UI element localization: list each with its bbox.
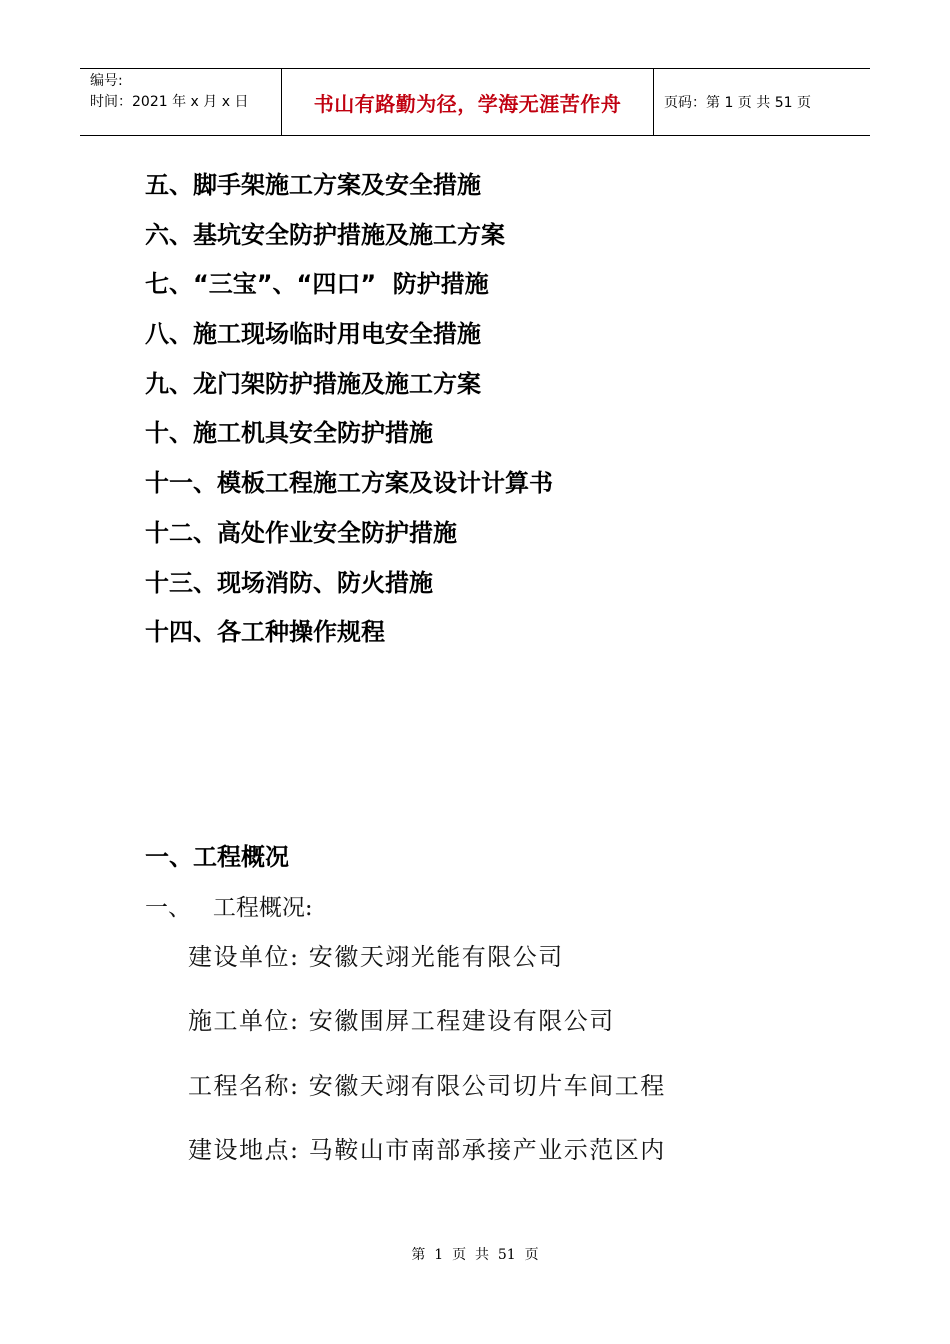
section-subheading: 一、 工程概况: xyxy=(145,895,313,921)
toc-item: 十、施工机具安全防护措施 xyxy=(145,419,433,448)
info-row-project-name: 工程名称: 安徽天翊有限公司切片车间工程 xyxy=(188,1072,666,1100)
page-footer: 第 1 页 共 51 页 xyxy=(411,1247,539,1263)
toc-item: 十三、现场消防、防火措施 xyxy=(145,568,433,597)
toc-item: 六、基坑安全防护措施及施工方案 xyxy=(145,220,505,249)
date-label: 时间：2021 年 x 月 x 日 xyxy=(90,94,249,110)
info-row-contractor: 施工单位: 安徽围屏工程建设有限公司 xyxy=(188,1007,615,1035)
toc-item: 十二、高处作业安全防护措施 xyxy=(145,518,457,547)
header-meta-cell xyxy=(80,69,282,135)
page-header xyxy=(80,68,870,136)
toc-item: 十四、各工种操作规程 xyxy=(145,618,385,647)
header-page-info: 页码：第 1 页 共 51 页 xyxy=(664,95,811,111)
header-motto: 书山有路勤为径，学海无涯苦作舟 xyxy=(313,91,622,116)
table-of-contents xyxy=(145,165,553,662)
header-motto-cell xyxy=(282,69,654,135)
toc-item: 七、“三宝”、“四口” 防护措施 xyxy=(145,270,489,299)
serial-number-label: 编号: xyxy=(90,73,123,89)
info-row-location: 建设地点: 马鞍山市南部承接产业示范区内 xyxy=(188,1136,666,1164)
toc-item: 十一、模板工程施工方案及设计计算书 xyxy=(145,469,553,498)
header-page-cell xyxy=(654,69,870,135)
section-heading: 一、工程概况 xyxy=(145,843,289,871)
toc-item: 八、施工现场临时用电安全措施 xyxy=(145,320,481,349)
toc-item: 九、龙门架防护措施及施工方案 xyxy=(145,369,481,398)
toc-item: 五、脚手架施工方案及安全措施 xyxy=(145,171,481,199)
info-row-client: 建设单位: 安徽天翊光能有限公司 xyxy=(188,943,564,971)
